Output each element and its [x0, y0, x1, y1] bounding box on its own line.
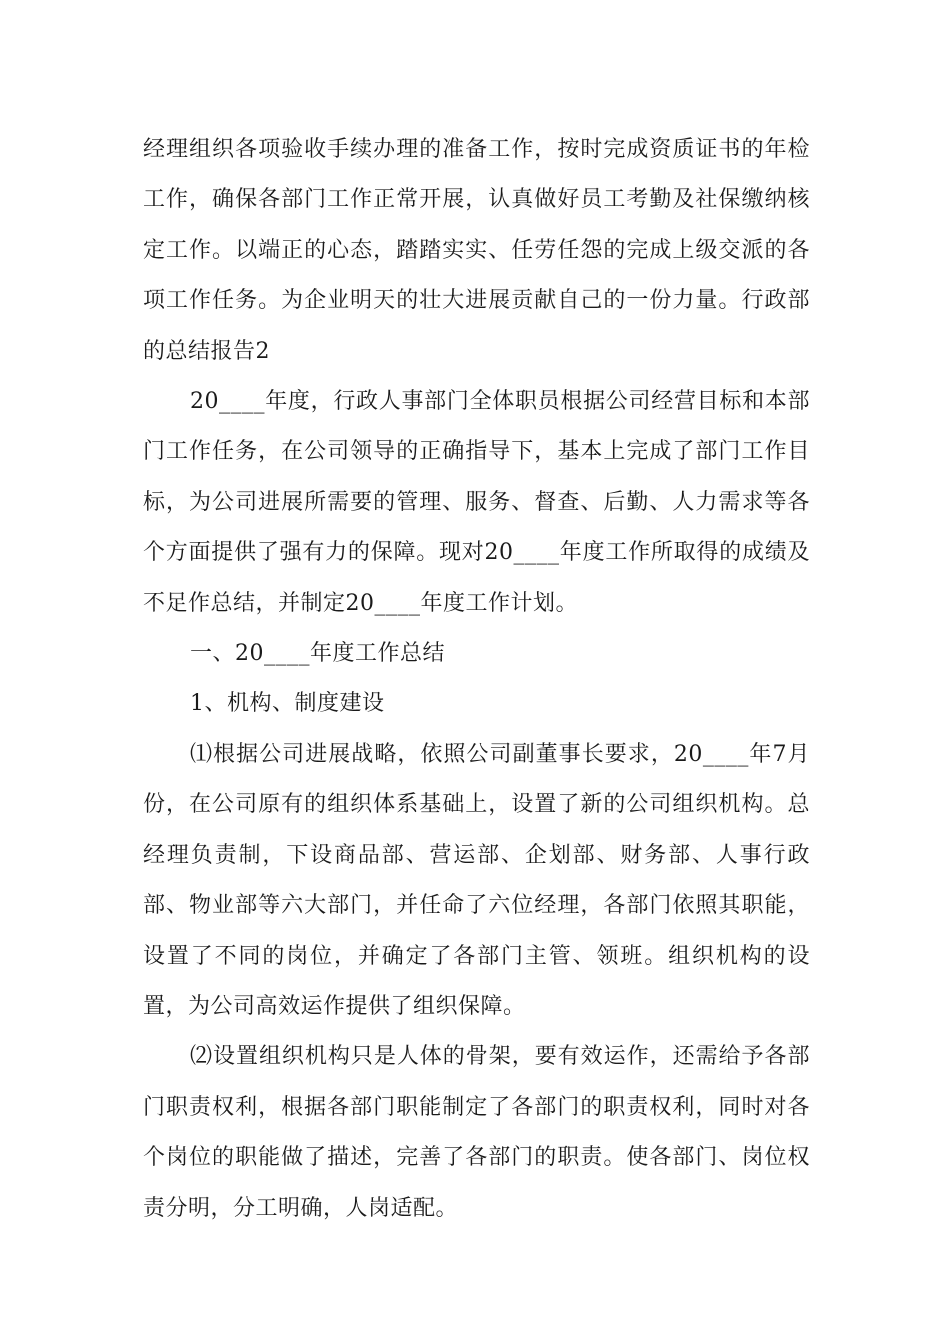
paragraph-annual-summary-intro: 20____年度，行政人事部门全体职员根据公司经营目标和本部门工作任务，在公司领导的正确指导下，基本上完成了部门工作目标，为公司进展所需要的管理、服务、督查、后勤、人力需求等各个方面提供了强有力的保障。现对20____年度工作所取得的成绩及不足作总结，并制定20____年度工作计划。 — [143, 389, 810, 616]
paragraph-item-2: ⑵设置组织机构只是人体的骨架，要有效运作，还需给予各部门职责权利，根据各部门职能制定了各部门的职责权利，同时对各个岗位的职能做了描述，完善了各部门的职责。使各部门、岗位权责分明，分工明确，人岗适配。 — [143, 1044, 810, 1221]
subsection-heading-organization: 1、机构、制度建设 — [190, 691, 385, 717]
document-body — [143, 125, 810, 1234]
paragraph-continuation: 经理组织各项验收手续办理的准备工作，按时完成资质证书的年检工作，确保各部门工作正常开展，认真做好员工考勤及社保缴纳核定工作。以端正的心态，踏踏实实、任劳任怨的完成上级交派的各项工作任务。为企业明天的壮大进展贡献自己的一份力量。行政部的总结报告2 — [143, 137, 810, 364]
paragraph-item-1: ⑴根据公司进展战略，依照公司副董事长要求，20____年7月份，在公司原有的组织体系基础上，设置了新的公司组织机构。总经理负责制，下设商品部、营运部、企划部、财务部、人事行政部、物业部等六大部门，并任命了六位经理，各部门依照其职能，设置了不同的岗位，并确定了各部门主管、领班。组织机构的设置，为公司高效运作提供了组织保障。 — [143, 741, 810, 1019]
section-heading-annual-summary: 一、20____年度工作总结 — [190, 641, 445, 667]
